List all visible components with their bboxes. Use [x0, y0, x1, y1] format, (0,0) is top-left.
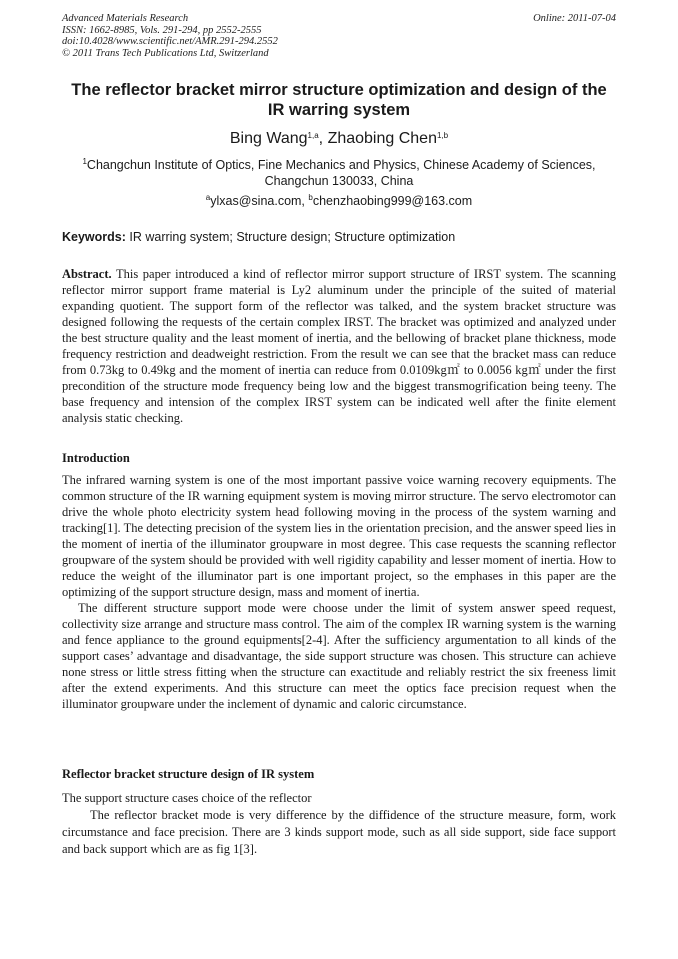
- affiliation: [62, 157, 616, 189]
- author-affiliation-mark: 1,a: [307, 131, 319, 140]
- section-heading: Reflector bracket structure design of IR system: [62, 767, 315, 781]
- author-separator: ,: [318, 130, 328, 147]
- email-mark: b: [308, 193, 313, 202]
- paper-title: The reflector bracket mirror structure optimization and design of the IR warring system: [71, 81, 607, 119]
- paragraph: The reflector bracket mode is very difference by the diffidence of the structure measure, form, work circumstance and face precision. There are 3 kinds support mode, such as all side support, side face support and back support which are as fig 1[3].: [62, 808, 616, 856]
- affiliation-text: Changchun Institute of Optics, Fine Mechanics and Physics, Chinese Academy of Sciences, Changchun 130033, China: [86, 158, 596, 188]
- keywords-section: [62, 229, 616, 245]
- email-link[interactable]: chenzhaobing999@163.com: [312, 194, 473, 208]
- introduction-heading: Introduction: [62, 451, 130, 465]
- affiliation-mark: 1: [82, 157, 87, 166]
- subsection-heading: The support structure cases choice of the reflector: [62, 791, 312, 805]
- online-date: Online: 2011-07-04: [533, 13, 616, 24]
- publication-header: [62, 13, 616, 59]
- email-mark: a: [205, 193, 211, 202]
- email-link[interactable]: ylxas@sina.com,: [210, 194, 309, 208]
- paragraph: The different structure support mode were choose under the limit of system answer speed request, collectivity size arrange and structure mass control. The aim of the complex IR warning system is the warning and fence appliance to the ground equipments[2-4]. After the sufficiency argumentation to all kinds of the support cases’ advantage and disadvantage, the side support structure was chosen. This structure can achieve none stress or little stress fitting when the structure can exactitude and reliably restrict the six freeness limit after the extend experiments. And this structure can meet the optics face precision request when the illuminator groupware under the inclement of dynamic and caloric circumstance.: [62, 601, 616, 711]
- copyright-notice: © 2011 Trans Tech Publications Ltd, Switzerland: [62, 47, 269, 59]
- abstract-text: This paper introduced a kind of reflector mirror support structure of IRST system. The scanning reflector mirror support frame material is Ly2 aluminum under the principle of the suited of material expanding quotient. The support form of the reflector was talked, and the system bracket structure was designed following the requests of the certain complex IRST. The bracket was optimized and analyzed under the best structure quality and the least moment of inertia, and the bellowing of bracket plane thickness, mode frequency restriction and deadweight restriction. From the result we can see that the bracket mass can reduce from 0.73kg to 0.49kg and the moment of inertia can reduce from 0.0109kg㎡ to 0.0056 kg㎡ under the first precondition of the structure mode frequency being low and the biggest transmogrification being teeny. The base frequency and intension of the complex IRST system can be indicated well after the finite element analysis static checking.: [62, 267, 616, 425]
- issn-info: ISSN: 1662-8985, Vols. 291-294, pp 2552-2555: [62, 24, 262, 36]
- author-list: [62, 129, 616, 149]
- introduction-body: [62, 472, 616, 712]
- author-name: Zhaobing Chen: [327, 130, 437, 147]
- keywords-label: Keywords:: [62, 230, 126, 244]
- author-affiliation-mark: 1,b: [436, 131, 449, 140]
- journal-name: Advanced Materials Research: [62, 13, 189, 24]
- paragraph: The infrared warning system is one of the most important passive voice warning recovery equipments. The common structure of the IR warning equipment system is moving mirror structure. The servo electromotor can drive the whole photo electricity system head following moving in the process of the system warning and tracking[1]. The detecting precision of the system lies in the orientation precision, and the answer speed lies in the moment of inertia of the illuminator groupware in most degree. This case requests the scanning reflector groupware of the system should be provided with well rigidity capability and lesser moment of inertia. How to reduce the weight of the illuminator part is one important project, so the emphases in this paper are the optimizing of the support structure design, mass and moment of inertia.: [62, 473, 616, 599]
- author-name: Bing Wang: [229, 130, 308, 147]
- author-emails: [62, 193, 616, 209]
- doi-link[interactable]: doi:10.4028/www.scientific.net/AMR.291-294.2552: [62, 36, 278, 47]
- abstract-section: [62, 266, 616, 426]
- keywords-text: IR warring system; Structure design; Structure optimization: [125, 230, 456, 244]
- abstract-label: Abstract.: [62, 267, 112, 281]
- section-body: [62, 790, 616, 858]
